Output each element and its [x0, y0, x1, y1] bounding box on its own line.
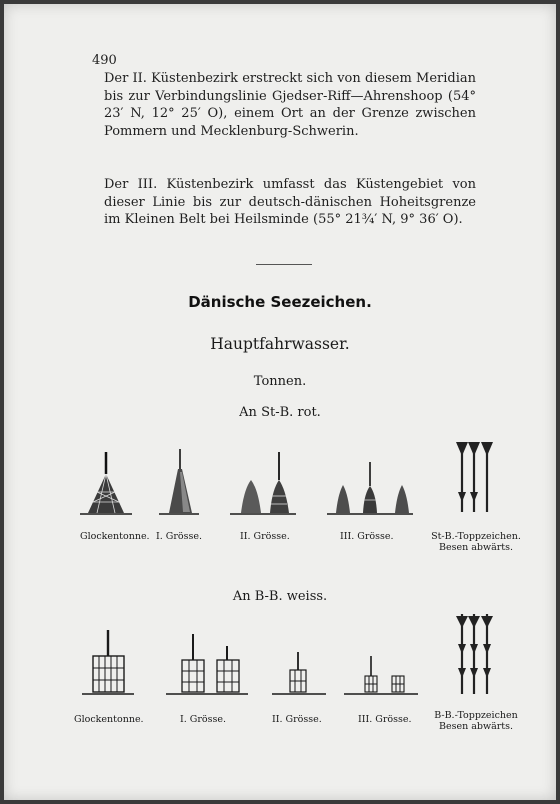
caption-white-topmarks — [430, 710, 522, 732]
white-buoys-first-size — [182, 634, 239, 692]
caption-red-second-size: II. Grösse. — [240, 531, 290, 542]
caption-white-second-size: II. Grösse. — [272, 714, 322, 725]
caption-red-first-size: I. Grösse. — [156, 531, 203, 542]
heading-port-white: An B-B. weiss. — [232, 589, 328, 604]
heading-danish-seamarks: Dänische Seezeichen. — [188, 293, 372, 311]
caption-red-topmarks-line2: Besen abwärts. — [438, 542, 514, 553]
port-buoys-figure — [4, 4, 556, 800]
paragraph-coastal-district-3: Der III. Küstenbezirk umfasst das Küstengebiet von dieser Linie bis zur deutsch-dänischen Hoheitsgrenze im Kleinen Belt bei Heilsminde (55° 21¾′ N, 9° 36′ O). — [104, 177, 476, 227]
page-number: 490 — [92, 53, 117, 68]
white-buoy-second-size — [290, 652, 306, 692]
caption-red-third-size: III. Grösse. — [340, 531, 394, 542]
caption-white-bell-buoy: Glockentonne. — [74, 714, 144, 725]
caption-red-bell-buoy: Glockentonne. — [80, 531, 150, 542]
heading-buoys: Tonnen. — [253, 374, 307, 389]
heading-starboard-red: An St-B. rot. — [239, 405, 321, 420]
caption-white-third-size: III. Grösse. — [358, 714, 412, 725]
caption-white-topmarks-line1: B-B.-Toppzeichen — [434, 710, 518, 721]
caption-red-topmarks-line1: St-B.-Toppzeichen. — [431, 531, 521, 542]
white-bell-buoy — [93, 630, 124, 692]
white-buoys-third-size — [365, 656, 404, 692]
paragraph-coastal-district-2: Der II. Küstenbezirk erstreckt sich von diesem Meridian bis zur Verbindungslinie Gjedser-Riff—Ahrenshoop (54° 23′ N, 12° 25′ O), einem Ort an der Grenze zwischen Pommern und Mecklenburg-Schwerin. — [104, 71, 476, 139]
book-page — [4, 4, 556, 800]
caption-white-first-size: I. Grösse. — [180, 714, 227, 725]
caption-white-topmarks-line2: Besen abwärts. — [438, 721, 514, 732]
heading-main-fairway: Hauptfahrwasser. — [210, 335, 350, 353]
